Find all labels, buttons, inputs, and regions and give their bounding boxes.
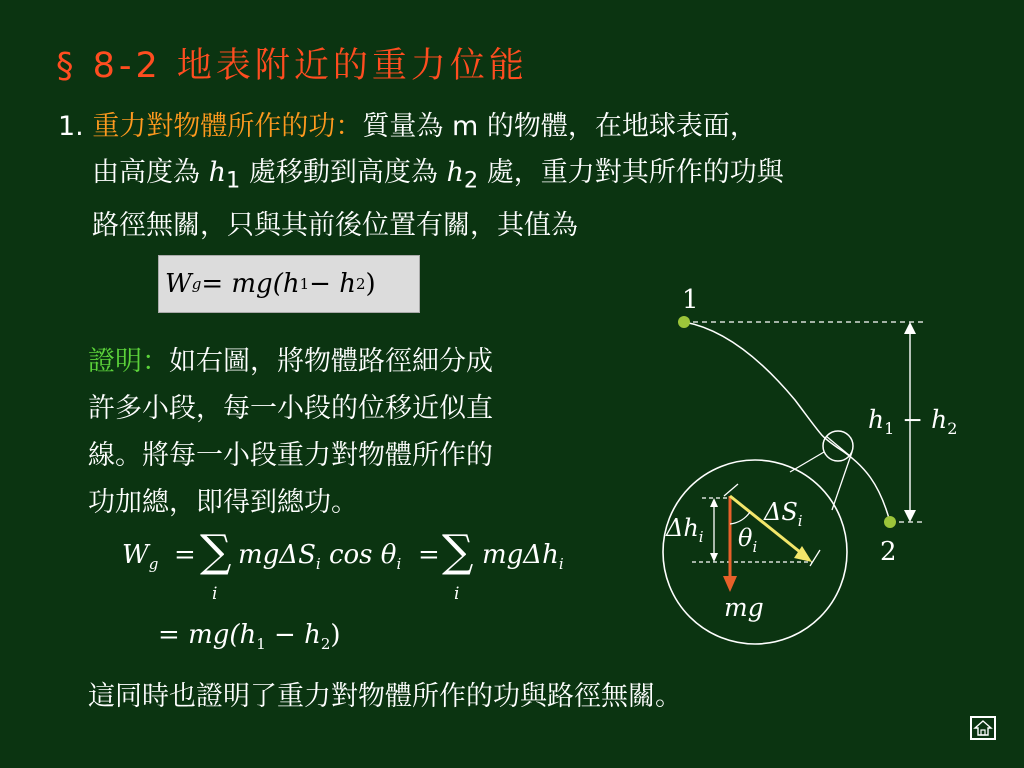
theta-sub: i (752, 538, 758, 556)
point-1 (678, 316, 690, 328)
height-h2: h (931, 405, 948, 434)
path-curve (684, 322, 890, 522)
height-arrow-up (904, 322, 916, 334)
sum-index-2 (454, 584, 459, 604)
symbol-h2: h (446, 157, 464, 188)
formula-minus: − h (309, 269, 356, 299)
sum-g: g (148, 555, 159, 574)
section-heading: 重力對物體所作的功： (92, 111, 363, 142)
proof-line1: 如右圖，將物體路徑細分成 (169, 346, 493, 377)
sum-eq1: = (174, 540, 196, 570)
proof-line3: 線。將每一小段重力對物體所作的 (88, 440, 493, 471)
term1-i: i (315, 555, 321, 574)
final-minus: − h (265, 620, 321, 650)
dh-label (665, 514, 704, 546)
line2-part-a: 由高度為 (92, 157, 209, 188)
sum-equation (122, 540, 158, 573)
height-label (868, 405, 957, 438)
line2-part-b: 處移動到高度為 (240, 157, 447, 188)
subscript-2: 2 (463, 167, 479, 194)
sum-index-2-text: i (454, 584, 460, 604)
sum-symbol-1: ∑ (200, 526, 232, 577)
sum-W: W (122, 540, 149, 570)
home-icon (972, 718, 994, 738)
final-lhs: mg(h (188, 620, 257, 650)
sum-index-1 (212, 584, 217, 604)
slide-title: § 8-2 地表附近的重力位能 (56, 46, 528, 86)
final-close: ) (330, 620, 341, 650)
proof-text (88, 338, 608, 526)
subscript-1: 1 (225, 167, 241, 194)
formula-sub1: 1 (299, 275, 310, 293)
sum-index-1-text: i (212, 584, 218, 604)
final-sub1: 1 (256, 635, 266, 654)
sum-symbol-2: ∑ (442, 526, 474, 577)
final-equation (158, 620, 341, 653)
tick-top (724, 484, 738, 496)
formula-W: W (165, 269, 192, 299)
final-sub2: 2 (320, 635, 331, 654)
dh-sub: i (698, 528, 704, 546)
sum-term2 (482, 540, 564, 573)
sum-eq2: = (418, 540, 440, 570)
height-h1: h (868, 405, 885, 434)
section-line1: 質量為 m 的物體，在地球表面， (362, 111, 757, 142)
term2-i: i (558, 555, 564, 574)
height-minus: − (894, 405, 932, 434)
mg-arrow-head (723, 576, 737, 592)
ds-sub: i (797, 512, 803, 530)
term1-b: cos θ (320, 540, 397, 570)
proof-line4: 功加總，即得到總功。 (88, 487, 358, 518)
section-line3: 路徑無關，只與其前後位置有關，其值為 (92, 210, 578, 242)
point-2 (884, 516, 896, 528)
section-line2 (58, 150, 958, 203)
formula-rhs: = mg(h (201, 269, 300, 299)
section-number: 1. (58, 111, 84, 142)
formula-close: ) (365, 269, 376, 299)
formula-g: g (191, 275, 202, 293)
path-diagram (640, 270, 980, 650)
point-2-label: 2 (880, 537, 897, 567)
height-arrow-down (904, 510, 916, 522)
height-s2: 2 (947, 419, 958, 438)
proof-line2: 許多小段，每一小段的位移近似直 (88, 393, 493, 424)
theta-arc (730, 512, 750, 524)
section-1-text (58, 104, 958, 249)
final-eq: = (158, 620, 180, 650)
term1-a: mgΔS (238, 540, 316, 570)
theta-text: θ (738, 524, 753, 552)
ds-label (763, 498, 803, 530)
main-formula-box (158, 255, 420, 313)
formula-sub2: 2 (355, 275, 366, 293)
dh-arrow-up (710, 498, 718, 507)
term1-i2: i (396, 555, 402, 574)
term2-a: mgΔh (482, 540, 559, 570)
dh-text: Δh (666, 514, 699, 542)
point-1-label: 1 (682, 285, 699, 315)
theta-label (738, 524, 757, 556)
segment-marker-line (826, 436, 850, 456)
mg-label: mg (724, 593, 764, 622)
tick-bottom (810, 550, 820, 566)
line2-part-c: 處，重力對其所作的功與 (478, 157, 784, 188)
ds-text: ΔS (764, 498, 798, 526)
symbol-h1: h (208, 157, 226, 188)
proof-label: 證明： (88, 346, 169, 377)
dh-arrow-down (710, 553, 718, 562)
home-button[interactable] (970, 716, 996, 740)
conclusion-text: 這同時也證明了重力對物體所作的功與路徑無關。 (88, 681, 682, 712)
height-s1: 1 (884, 419, 895, 438)
sum-term1 (238, 540, 401, 573)
